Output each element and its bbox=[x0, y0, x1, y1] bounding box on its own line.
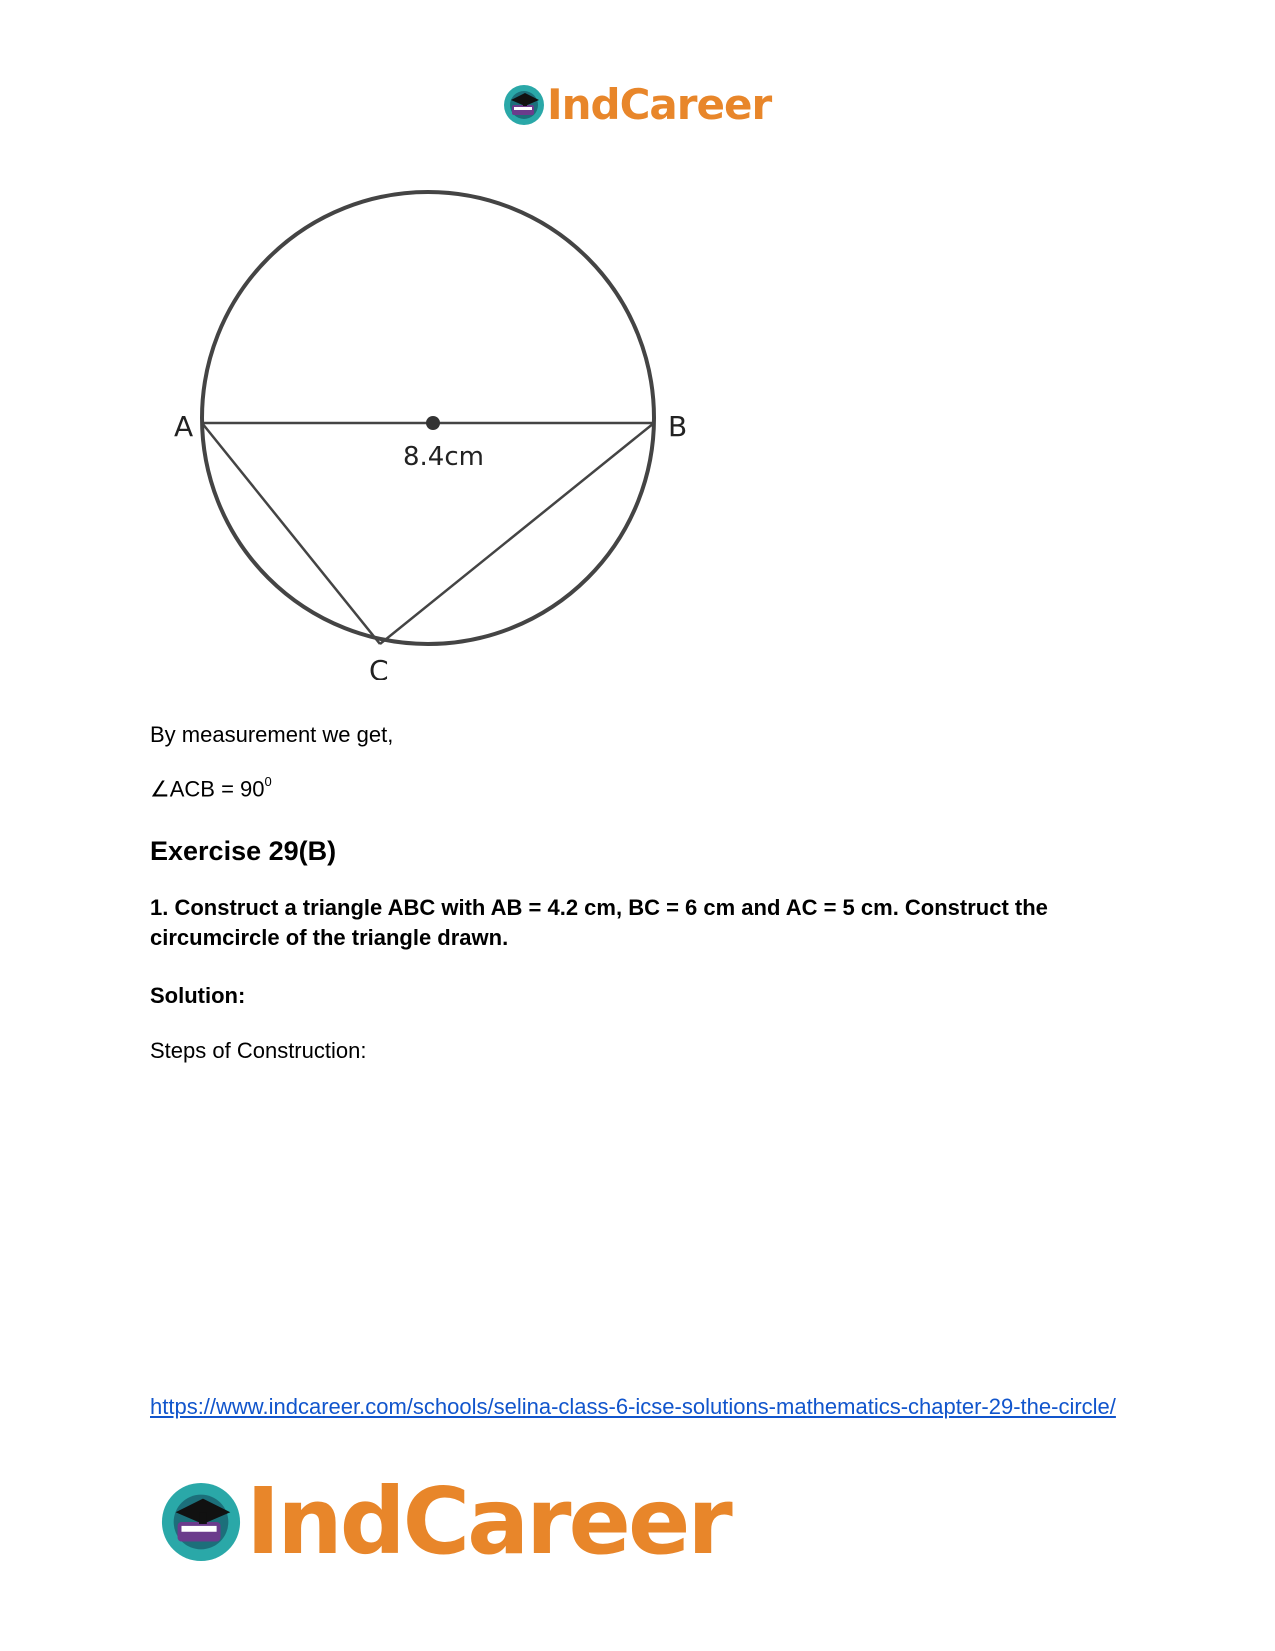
footer-logo bbox=[160, 1468, 730, 1575]
angle-superscript: 0 bbox=[264, 774, 272, 789]
steps-label: Steps of Construction: bbox=[150, 1038, 367, 1063]
angle-text: ∠ACB = 90 bbox=[150, 776, 265, 802]
graduation-book-icon bbox=[160, 1481, 242, 1563]
chord-ac bbox=[202, 423, 380, 644]
logo-text: IndCareer bbox=[547, 80, 772, 129]
label-diameter: 8.4cm bbox=[403, 442, 484, 472]
label-a: A bbox=[174, 410, 194, 443]
measurement-intro: By measurement we get, bbox=[150, 722, 394, 747]
label-b: B bbox=[668, 410, 688, 443]
label-c: C bbox=[369, 654, 389, 680]
circle bbox=[202, 192, 654, 644]
question-1: 1. Construct a triangle ABC with AB = 4.2 cm, BC = 6 cm and AC = 5 cm. Construct the circumcircle of the triangle drawn. bbox=[150, 895, 1048, 950]
header-logo bbox=[503, 80, 771, 129]
solution-label: Solution: bbox=[150, 983, 246, 1008]
graduation-book-icon bbox=[503, 84, 545, 126]
angle-result bbox=[150, 776, 272, 802]
center-point bbox=[426, 416, 440, 430]
logo-text: IndCareer bbox=[246, 1468, 730, 1575]
footer-link[interactable]: https://www.indcareer.com/schools/selina-class-6-icse-solutions-mathematics-chapter-29-the-circle/ bbox=[150, 1394, 1116, 1419]
circle-diagram bbox=[160, 180, 700, 680]
exercise-title: Exercise 29(B) bbox=[150, 836, 337, 866]
